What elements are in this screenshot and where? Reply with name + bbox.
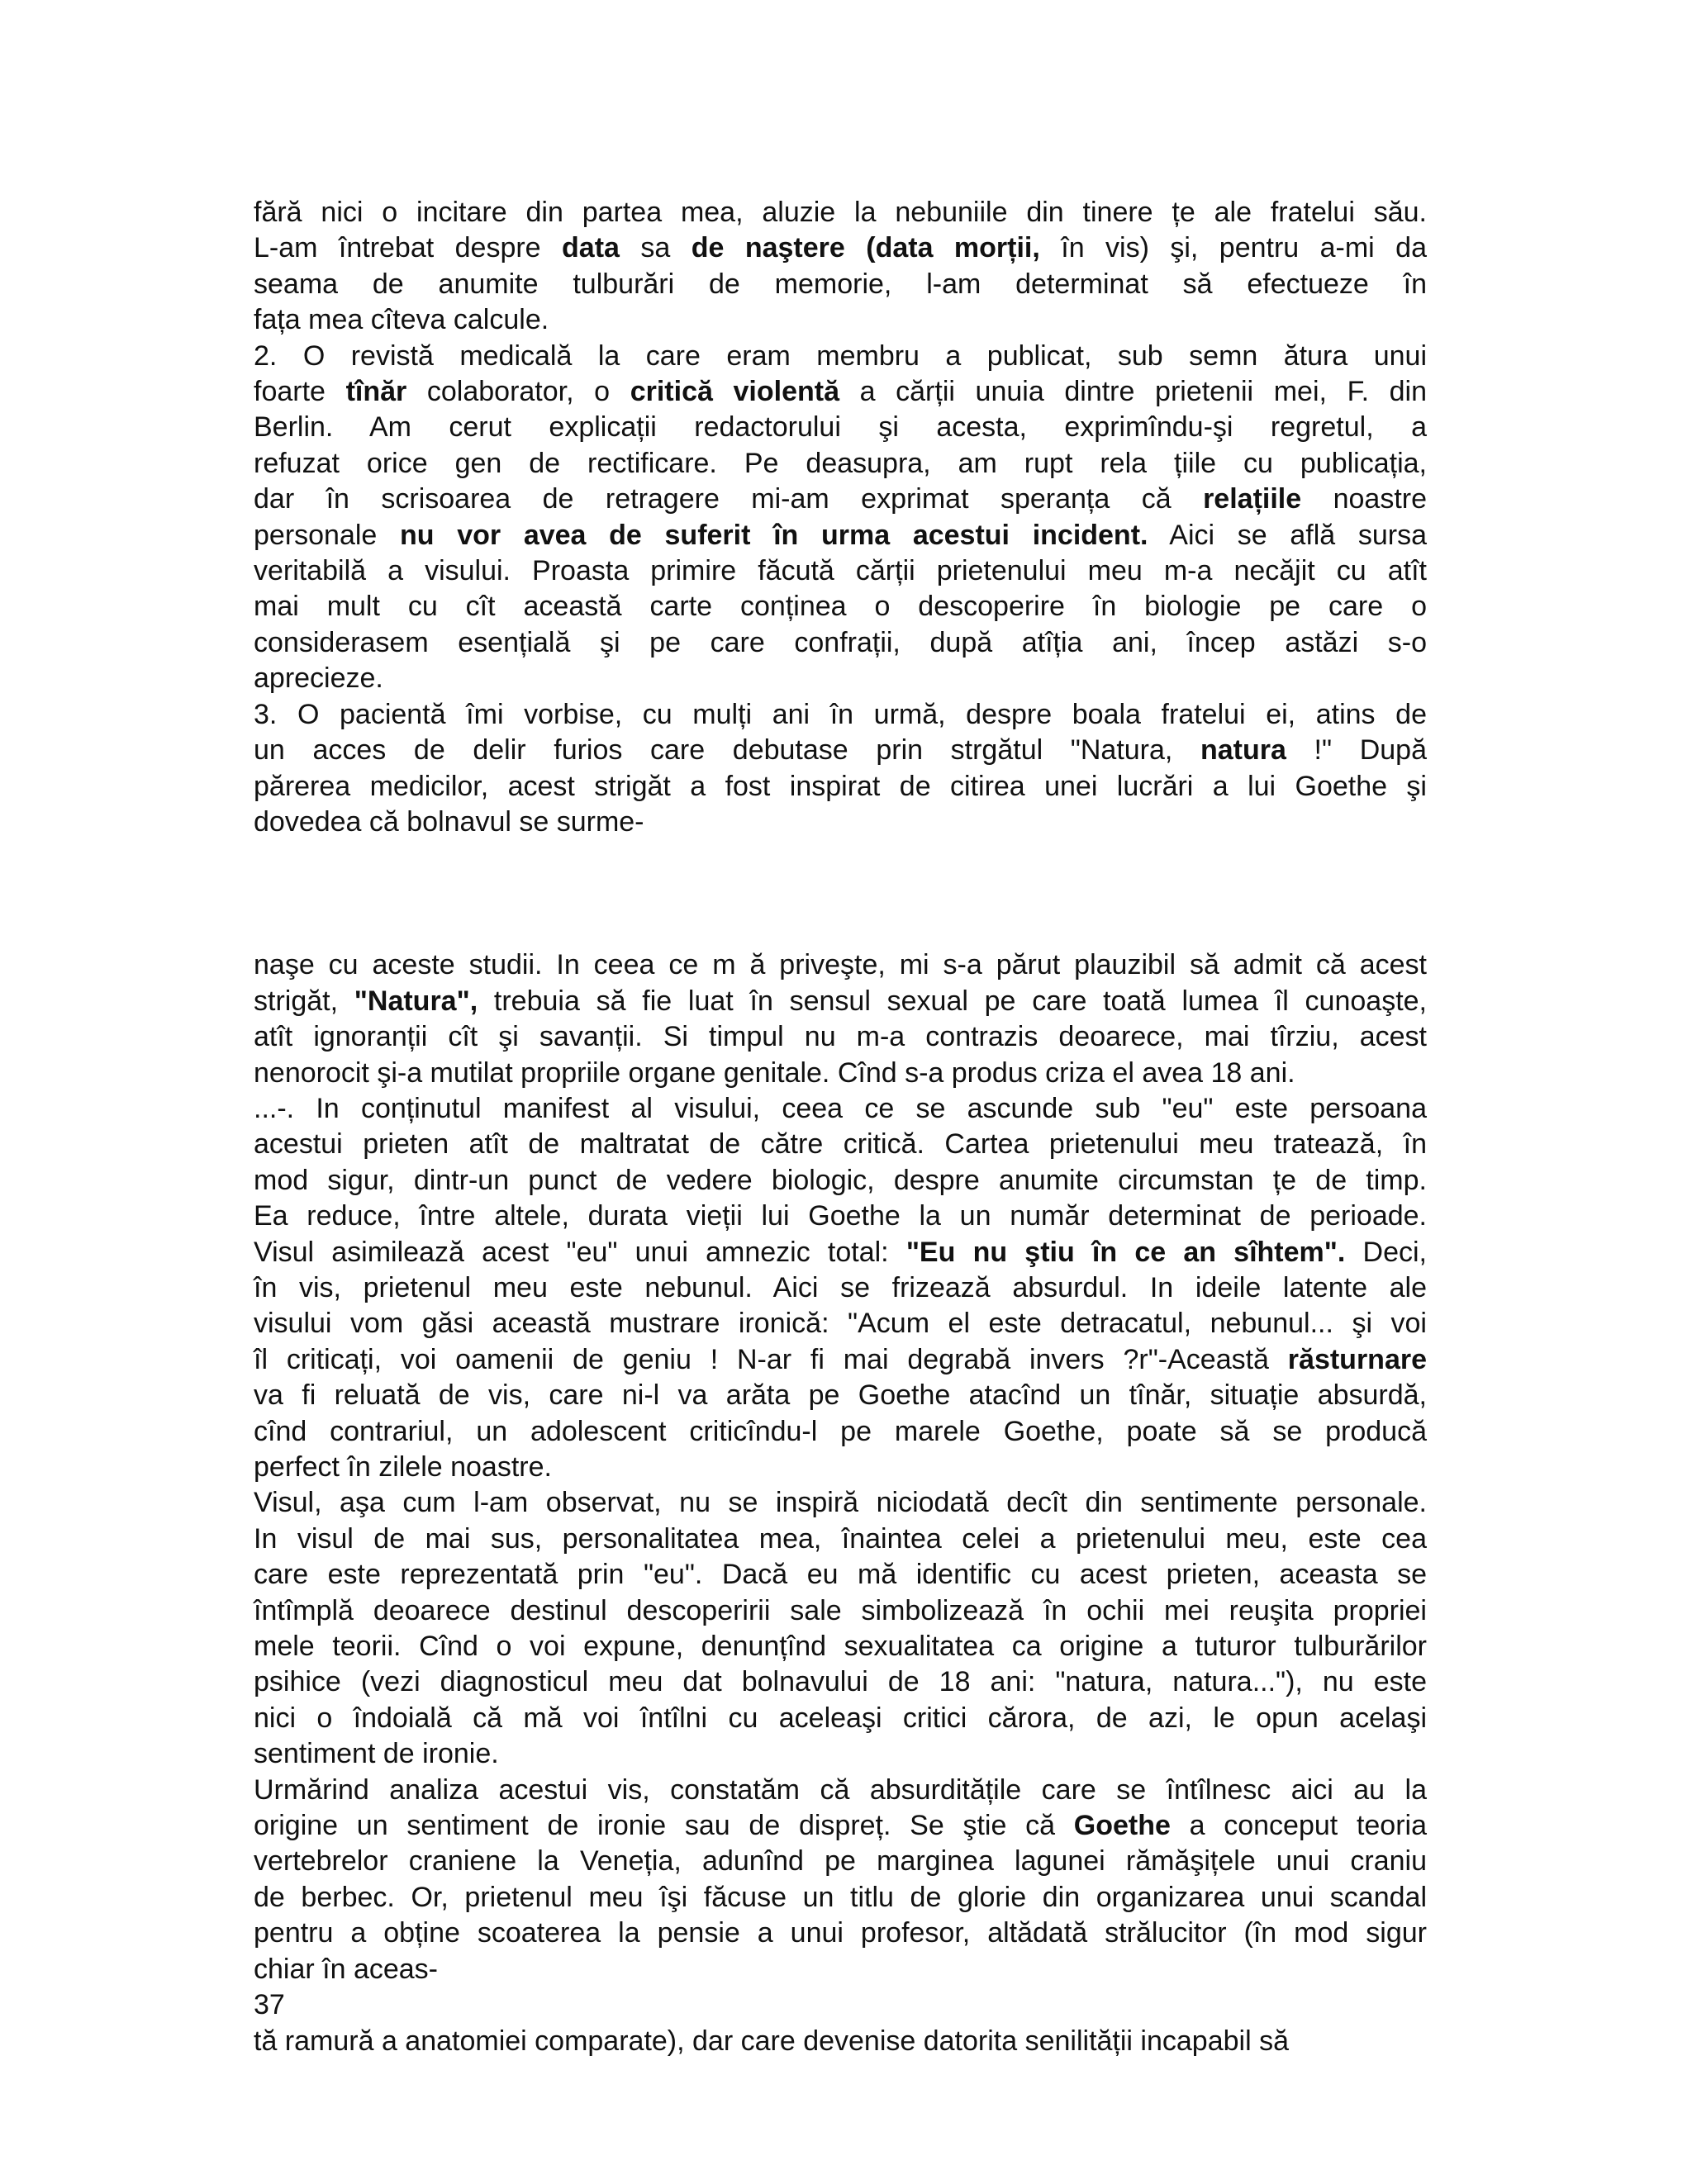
text-line (254, 1091, 1427, 1127)
text-span: origine un sentiment de ironie sau de dispreț. Se ştie că (254, 1810, 1074, 1842)
text-line (254, 518, 1427, 553)
text-span: noastre (1301, 483, 1427, 515)
bold-text: de naştere (data morții, (691, 232, 1040, 264)
text-span: a conceput teoria (1170, 1810, 1427, 1842)
text-line (254, 1414, 1427, 1450)
text-span: Visul asimilează acest "eu" unui amnezic total: (254, 1236, 906, 1268)
text-span: perfect în zilele noastre. (254, 1451, 552, 1483)
text-line (254, 1808, 1427, 1844)
text-line (254, 302, 1427, 338)
text-span: cînd contrariul, un adolescent criticîndu-l pe marele Goethe, poate să se producă (254, 1415, 1427, 1447)
text-line (254, 1163, 1427, 1199)
text-line (254, 984, 1427, 1019)
text-span: atît ignoranții cît şi savanții. Si timpul nu m-a contrazis deoarece, mai tîrziu, acest (254, 1021, 1427, 1053)
text-line (254, 1056, 1427, 1091)
text-span: pentru a obține scoaterea la pensie a unui profesor, altădată strălucitor (în mod sigur (254, 1917, 1427, 1949)
text-span: seama de anumite tulburări de memorie, l-am determinat să efectueze în (254, 268, 1427, 300)
text-line (254, 374, 1427, 410)
text-line (254, 1235, 1427, 1270)
bold-text: "Natura", (354, 985, 478, 1017)
text-line (254, 589, 1427, 624)
paragraph-block-3 (254, 2024, 1427, 2059)
text-span: va fi reluată de vis, care ni-l va arăta pe Goethe atacînd un tînăr, situație absurdă, (254, 1379, 1427, 1412)
text-line (254, 446, 1427, 482)
text-line (254, 1270, 1427, 1306)
text-span: sa (619, 232, 692, 264)
text-line (254, 805, 1427, 840)
bold-text: "Eu nu ştiu în ce an sîhtem". (905, 1236, 1346, 1268)
text-span: îl criticați, voi oamenii de geniu ! N-ar fi mai degrabă invers ?r"-Această (254, 1343, 1288, 1375)
text-span: vertebrelor craniene la Veneția, adunînd pe marginea lagunei rămăşițele unui craniu (254, 1845, 1427, 1878)
text-line (254, 410, 1427, 445)
text-line (254, 339, 1427, 374)
text-span: colaborator, o (406, 376, 630, 408)
text-span: ...-. In conținutul manifest al visului, ceea ce se ascunde sub "eu" este persoana (254, 1092, 1427, 1124)
text-span: naşe cu aceste studii. In ceea ce m ă priveşte, mi s-a părut plauzibil să admit că acest (254, 949, 1427, 981)
text-span: sentiment de ironie. (254, 1738, 499, 1770)
text-line (254, 1916, 1427, 1951)
text-span: personale (254, 519, 401, 551)
text-line (254, 1019, 1427, 1055)
text-line (254, 482, 1427, 517)
text-line (254, 267, 1427, 302)
text-line (254, 1485, 1427, 1521)
text-line (254, 661, 1427, 696)
text-line (254, 697, 1427, 733)
text-span: a cărții unuia dintre prietenii mei, F. din (839, 376, 1428, 408)
bold-text: data (562, 232, 620, 264)
text-span: Deci, (1345, 1236, 1427, 1268)
text-line (254, 947, 1427, 983)
text-span: de berbec. Or, prietenul meu îşi făcuse un titlu de glorie din organizarea unui scandal (254, 1881, 1427, 1913)
text-line (254, 769, 1427, 805)
text-span: mod sigur, dintr-un punct de vedere biologic, despre anumite circumstan țe de timp. (254, 1164, 1427, 1196)
text-span: 3. O pacientă îmi vorbise, cu mulți ani în urmă, despre boala fratelui ei, atins de (254, 698, 1427, 730)
text-span: fără nici o incitare din partea mea, aluzie la nebuniile din tinere țe ale fratelui său. (254, 197, 1427, 228)
text-span: tă ramură a anatomiei comparate), dar care devenise datorita senilității incapabil să (254, 2025, 1289, 2057)
text-span: fața mea cîteva calcule. (254, 304, 549, 336)
text-line (254, 1880, 1427, 1916)
text-line (254, 1952, 1427, 1987)
text-column (254, 195, 1427, 2059)
text-line (254, 195, 1427, 230)
text-line (254, 1127, 1427, 1162)
text-span: Urmărind analiza acestui vis, constatăm că absurditățile care se întîlnesc aici au la (254, 1773, 1427, 1806)
text-line (254, 1378, 1427, 1413)
paragraph-block-1 (254, 195, 1427, 840)
text-line (254, 1522, 1427, 1557)
text-span: Ea reduce, între altele, durata vieții lui Goethe la un număr determinat de perioade. (254, 1200, 1427, 1232)
text-span: Aici se află sursa (1148, 519, 1427, 551)
text-line (254, 625, 1427, 661)
text-span: aprecieze. (254, 662, 383, 695)
text-line (254, 1773, 1427, 1808)
text-line (254, 1450, 1427, 1485)
text-span: Berlin. Am cerut explicații redactorului şi acesta, exprimîndu-şi regretul, a (254, 411, 1427, 444)
text-span: mai mult cu cît această carte conținea o descoperire în biologie pe care o (254, 591, 1427, 623)
text-line (254, 1342, 1427, 1378)
text-span: trebuia să fie luat în sensul sexual pe care toată lumea îl cunoaşte, (478, 985, 1427, 1017)
text-span: L-am întrebat despre (254, 232, 563, 264)
text-line (254, 553, 1427, 589)
text-span: 2. O revistă medicală la care eram membru a publicat, sub semn ătura unui (254, 339, 1427, 372)
text-span: nici o îndoială că mă voi întîlni cu aceleaşi critici cărora, de azi, le opun acelaşi (254, 1702, 1427, 1734)
text-line (254, 230, 1427, 266)
text-line (254, 1199, 1427, 1234)
page-number: 37 (254, 1989, 285, 2021)
bold-text: tînăr (345, 376, 407, 408)
text-span: care este reprezentată prin "eu". Dacă eu mă identific cu acest prieten, aceasta se (254, 1559, 1427, 1591)
text-line (254, 2024, 1427, 2059)
text-line (254, 1593, 1427, 1629)
text-span: nenorocit şi-a mutilat propriile organe genitale. Cînd s-a produs criza el avea 18 ani. (254, 1056, 1295, 1089)
text-span: acestui prieten atît de maltratat de către critică. Cartea prietenului meu tratează, în (254, 1128, 1427, 1161)
text-span: !" După (1286, 734, 1427, 767)
text-span: visului vom găsi această mustrare ironică: "Acum el este detracatul, nebunul... şi voi (254, 1308, 1427, 1340)
text-span: chiar în aceas- (254, 1953, 438, 1985)
text-span: Visul, aşa cum l-am observat, nu se inspiră niciodată decît din sentimente personale. (254, 1487, 1427, 1519)
text-span: foarte (254, 376, 346, 408)
text-span: în vis, prietenul meu este nebunul. Aici se frizează absurdul. In ideile latente ale (254, 1271, 1427, 1303)
text-span: mele teorii. Cînd o voi expune, denunțînd sexualitatea ca origine a tuturor tulburărilor (254, 1631, 1427, 1663)
text-span: In visul de mai sus, personalitatea mea, înaintea celei a prietenului meu, este cea (254, 1522, 1427, 1555)
text-span: psihice (vezi diagnosticul meu dat bolnavului de 18 ani: "natura, natura..."), nu este (254, 1666, 1427, 1698)
text-span: veritabilă a visului. Proasta primire făcută cărții prietenului meu m-a necăjit cu atît (254, 555, 1427, 587)
text-span: considerasem esențială şi pe care confrații, după atîția ani, încep astăzi s-o (254, 626, 1427, 658)
text-line (254, 1701, 1427, 1736)
text-line (254, 733, 1427, 768)
block-gap (254, 840, 1427, 947)
bold-text: natura (1200, 734, 1286, 767)
text-line (254, 1736, 1427, 1772)
text-span: dovedea că bolnavul se surme- (254, 805, 644, 838)
text-span: părerea medicilor, acest strigăt a fost inspirat de citirea unei lucrări a lui Goethe şi (254, 770, 1427, 802)
bold-text: răsturnare (1287, 1343, 1427, 1375)
text-span: un acces de delir furios care debutase prin strgătul "Natura, (254, 734, 1200, 767)
paragraph-block-2 (254, 947, 1427, 1987)
bold-text: nu vor avea de suferit în urma acestui incident. (400, 519, 1148, 551)
bold-text: critică violentă (630, 376, 839, 408)
text-span: în vis) şi, pentru a-mi da (1039, 232, 1427, 264)
text-line (254, 1306, 1427, 1341)
text-line (254, 1629, 1427, 1664)
text-line (254, 1557, 1427, 1593)
bold-text: relațiile (1203, 483, 1302, 515)
text-span: dar în scrisoarea de retragere mi-am exprimat speranța că (254, 483, 1204, 515)
bold-text: Goethe (1073, 1810, 1171, 1842)
text-line (254, 1664, 1427, 1700)
text-span: întîmplă deoarece destinul descoperirii sale simbolizează în ochii mei reuşita propriei (254, 1594, 1427, 1626)
text-line (254, 1844, 1427, 1879)
text-span: refuzat orice gen de rectificare. Pe deasupra, am rupt rela țiile cu publicația, (254, 447, 1427, 479)
text-span: strigăt, (254, 985, 354, 1017)
